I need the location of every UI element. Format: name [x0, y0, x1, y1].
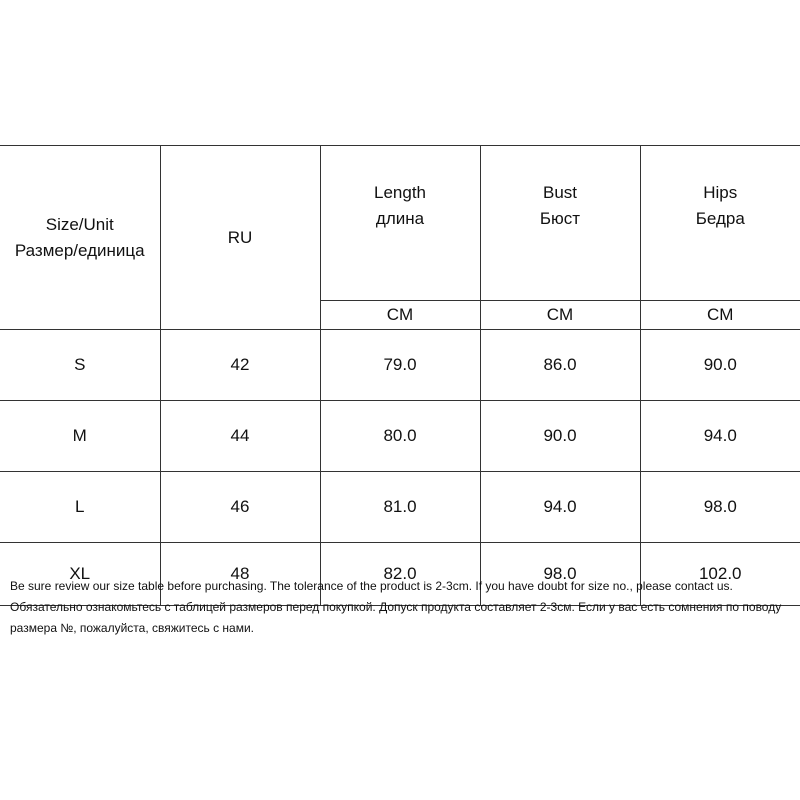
ru-cell: 42 [160, 330, 320, 401]
size-cell: L [0, 472, 160, 543]
length-header [320, 146, 480, 301]
length-cell: 80.0 [320, 401, 480, 472]
length-cell: 79.0 [320, 330, 480, 401]
bust-cell: 86.0 [480, 330, 640, 401]
size-table [0, 145, 800, 606]
size-note-ru: Обязательно ознакомьтесь с таблицей размеров перед покупкой. Допуск продукта составляет 2-3см. Если у вас есть сомнения по поводу размера №, пожалуйста, свяжитесь с нами. [10, 600, 782, 635]
bust-label-ru: Бюст [539, 209, 581, 228]
bust-cell: 94.0 [480, 472, 640, 543]
bust-header [480, 146, 640, 301]
size-unit-header [0, 146, 160, 330]
hips-cell: 98.0 [640, 472, 800, 543]
hips-cell: 90.0 [640, 330, 800, 401]
hips-label-en: Hips [703, 183, 738, 202]
length-unit: CM [320, 301, 480, 330]
bust-cell: 98.0 [480, 543, 640, 606]
ru-label: RU [227, 227, 253, 247]
size-cell: M [0, 401, 160, 472]
bust-label-en: Bust [542, 183, 578, 202]
size-cell: XL [0, 543, 160, 606]
hips-label-ru: Бедра [695, 209, 745, 228]
table-header-row [0, 146, 800, 301]
bust-cell: 90.0 [480, 401, 640, 472]
hips-header [640, 146, 800, 301]
size-note-en: Be sure review our size table before purchasing. The tolerance of the product is 2-3cm. If you have doubt for size no., please contact us. [10, 579, 733, 593]
table-row [0, 401, 800, 472]
length-label-en: Length [374, 183, 426, 202]
hips-cell: 102.0 [640, 543, 800, 606]
ru-header [160, 146, 320, 330]
ru-cell: 48 [160, 543, 320, 606]
size-unit-label-ru: Размер/единица [14, 240, 145, 260]
bust-unit: CM [480, 301, 640, 330]
size-cell: S [0, 330, 160, 401]
ru-cell: 44 [160, 401, 320, 472]
hips-unit: CM [640, 301, 800, 330]
ru-cell: 46 [160, 472, 320, 543]
hips-cell: 94.0 [640, 401, 800, 472]
length-cell: 81.0 [320, 472, 480, 543]
table-row [0, 330, 800, 401]
length-cell: 82.0 [320, 543, 480, 606]
size-unit-label-en: Size/Unit [45, 214, 114, 234]
length-label-ru: длина [375, 209, 425, 228]
table-row [0, 472, 800, 543]
size-note [10, 576, 795, 639]
